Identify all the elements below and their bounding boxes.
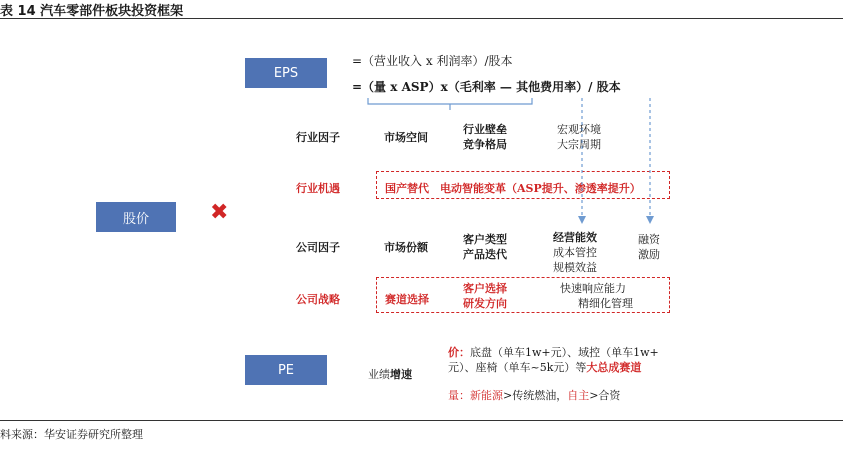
- ops-line1: 经营能效: [553, 231, 597, 244]
- eps-formula-2: =（量 x ASP）x（毛利率 — 其他费用率）/ 股本: [352, 80, 621, 94]
- volume-label: 量：: [448, 389, 470, 402]
- industry-opportunity-text: 国产替代 电动智能变革（ASP提升、渗透率提升）: [385, 182, 641, 195]
- client-line2: 研发方向: [463, 297, 507, 310]
- fin-line1: 融资: [638, 233, 660, 246]
- market-share: 市场份额: [384, 241, 428, 254]
- figure-title: 表 14 汽车零部件板块投资框架: [0, 4, 184, 19]
- macro-line2: 大宗周期: [557, 138, 601, 151]
- fin-line2: 激励: [638, 248, 660, 261]
- eps-formula-1: =（营业收入 x 利润率）/股本: [352, 54, 513, 68]
- industry-barrier-line1: 行业壁垒: [463, 123, 507, 136]
- company-strategy-label: 公司战略: [296, 293, 340, 306]
- formula-brace: [368, 98, 532, 110]
- eps-box: EPS: [245, 58, 327, 88]
- industry-barrier-line2: 竞争格局: [463, 138, 507, 151]
- growth-bold: 增速: [390, 368, 412, 381]
- arrowhead-ops: [578, 216, 586, 224]
- source-note: 料来源：华安证券研究所整理: [0, 428, 143, 441]
- price-line1: 底盘（单车1w+元）、域控（单车1w+: [470, 346, 659, 359]
- volume-a: 新能源: [470, 389, 503, 402]
- industry-opportunity-label: 行业机遇: [296, 182, 340, 195]
- price-label: 价：: [448, 346, 470, 359]
- volume-b: >传统燃油，: [503, 389, 568, 402]
- macro-line1: 宏观环境: [557, 123, 601, 136]
- price-line2b: 大总成赛道: [586, 361, 642, 374]
- customer-line2: 产品迭代: [463, 248, 507, 261]
- price-line2a: 元）、座椅（单车~5k元）等: [448, 361, 587, 374]
- volume-d: >合资: [589, 389, 621, 402]
- ops-line3: 规模效益: [553, 261, 597, 274]
- resp-line1: 快速响应能力: [560, 282, 626, 295]
- pe-box: PE: [245, 355, 327, 385]
- ops-line2: 成本管控: [553, 246, 597, 259]
- customer-line1: 客户类型: [463, 233, 507, 246]
- growth-prefix: 业绩: [368, 368, 390, 381]
- track-selection: 赛道选择: [385, 293, 429, 306]
- arrowhead-fin: [646, 216, 654, 224]
- industry-factor-label: 行业因子: [296, 131, 340, 144]
- market-space: 市场空间: [384, 131, 428, 144]
- stock-price-box: 股价: [96, 202, 176, 232]
- client-line1: 客户选择: [463, 282, 507, 295]
- multiply-icon: ✖: [210, 200, 229, 225]
- volume-c: 自主: [567, 389, 590, 402]
- company-factor-label: 公司因子: [296, 241, 340, 254]
- resp-line2: 精细化管理: [578, 297, 633, 310]
